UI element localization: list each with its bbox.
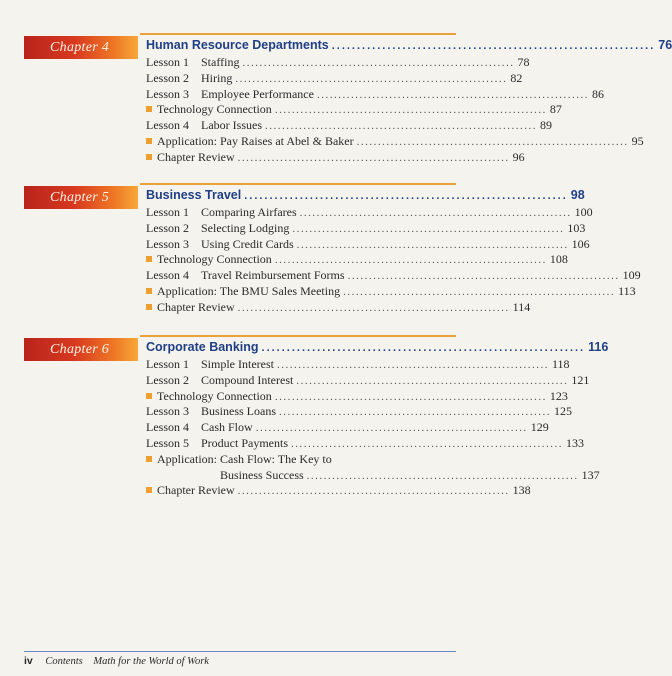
page-number: 87 [549,102,562,117]
footer-book-title: Math for the World of Work [93,656,209,667]
page-number: 78 [517,55,530,69]
leader-dots: ................................................................ [356,135,629,148]
page-number: 121 [571,372,590,387]
page-number: 95 [631,133,644,148]
page-number: 123 [549,388,568,403]
lesson-number: Lesson 1 [146,55,189,69]
toc-entry-lesson[interactable] [146,236,590,253]
toc-entry-feature[interactable] [146,252,568,268]
lesson-number: Lesson 1 [146,357,189,371]
feature-title: Application: Pay Raises at Abel & Baker [157,133,354,148]
toc-entry-lesson[interactable] [146,357,570,373]
bullet-square-icon [146,106,152,112]
lesson-title: Product Payments [201,435,288,450]
toc-entry-lesson[interactable] [146,205,593,221]
toc-entry-feature[interactable] [146,483,531,499]
leader-dots: ................................................................ [264,120,537,133]
leader-dots: ................................................................ [279,406,551,419]
toc-entry-lesson[interactable] [146,420,549,436]
toc-entry-lesson[interactable] [146,220,586,237]
feature-title: Application: Cash Flow: The Key to [157,451,332,466]
chapter-title-row[interactable] [146,186,585,205]
page-number: 103 [567,220,586,235]
toc-entry-continuation[interactable] [146,467,600,484]
toc-entry-feature[interactable] [146,299,531,316]
lesson-title: Compound Interest [201,372,294,387]
page-number: 96 [512,149,525,164]
chapter-entries [146,186,641,316]
lesson-title: Comparing Airfares [201,205,297,219]
page-number: 116 [588,340,609,354]
page-number: 137 [581,467,600,482]
bullet-square-icon [146,256,152,262]
leader-dots: ................................................................ [347,270,620,283]
feature-title: Application: The BMU Sales Meeting [157,283,341,298]
lesson-number: Lesson 1 [146,205,189,219]
leader-dots: ................................................................ [306,469,579,482]
leader-dots: ................................................................ [299,207,572,219]
page-number: 100 [574,205,593,219]
chapter-title: Human Resource Departments [146,38,329,52]
toc-entry-lesson[interactable] [146,435,584,452]
leader-dots: ................................................................ [261,342,586,354]
lesson-title: Business Loans [201,404,276,419]
toc-entry-lesson[interactable] [146,268,641,284]
chapter-rule [140,33,456,35]
chapter-rule [140,183,456,185]
lesson-title: Using Credit Cards [201,236,294,251]
page-number: 133 [566,435,584,450]
toc-entry-lesson[interactable] [146,55,530,71]
page-number: 114 [512,299,531,314]
lesson-number: Lesson 4 [146,118,189,133]
leader-dots: ................................................................ [316,88,589,101]
lesson-number: Lesson 3 [146,236,189,251]
toc-entry-feature[interactable] [146,452,456,468]
lesson-title: Employee Performance [201,86,314,101]
bullet-square-icon [146,138,152,144]
bullet-square-icon [146,393,152,399]
lesson-number: Lesson 2 [146,372,189,387]
toc-entry-feature[interactable] [146,133,644,150]
chapter-entries [146,338,609,499]
lesson-title: Hiring [201,70,233,85]
leader-dots: ................................................................ [343,285,616,298]
lesson-title: Simple Interest [201,357,274,371]
toc-entry-lesson[interactable] [146,372,590,389]
lesson-number: Lesson 4 [146,420,189,435]
footer-page-number: iv [24,655,33,667]
page-footer [24,655,217,667]
lesson-title: Cash Flow [201,420,253,435]
leader-dots: ................................................................ [237,485,510,498]
leader-dots: ................................................................ [242,57,515,69]
feature-title: Chapter Review [157,299,235,314]
leader-dots: ................................................................ [296,238,569,251]
page-number: 138 [512,483,531,498]
toc-entry-lesson[interactable] [146,118,552,134]
leader-dots: ................................................................ [331,40,656,52]
toc-entry-lesson[interactable] [146,404,572,420]
bullet-square-icon [146,288,152,294]
leader-dots: ................................................................ [292,222,565,235]
page-number: 129 [530,420,549,435]
toc-entry-feature[interactable] [146,149,525,166]
lesson-title: Travel Reimbursement Forms [201,268,345,283]
chapter-title-row[interactable] [146,338,609,357]
bullet-square-icon [146,456,152,462]
toc-entry-feature[interactable] [146,283,636,300]
lesson-number: Lesson 3 [146,86,189,101]
toc-entry-feature[interactable] [146,102,562,118]
page-number: 89 [539,118,552,133]
lesson-title: Labor Issues [201,118,262,133]
leader-dots: ................................................................ [237,151,510,164]
lesson-number: Lesson 4 [146,268,189,283]
page-number: 108 [549,252,568,267]
chapter-tab: Chapter 5 [24,186,138,209]
leader-dots: ................................................................ [244,190,568,202]
feature-title: Chapter Review [157,149,235,164]
page-number: 106 [571,236,590,251]
page-number: 125 [554,404,572,419]
lesson-number: Lesson 2 [146,220,189,235]
feature-title: Technology Connection [157,388,272,403]
chapter-tab: Chapter 4 [24,36,138,59]
leader-dots: ................................................................ [255,422,528,435]
toc-entry-feature[interactable] [146,388,568,405]
bullet-square-icon [146,304,152,310]
footer-rule [24,651,456,652]
page-number: 82 [510,70,523,85]
feature-title: Technology Connection [157,102,272,117]
page-number: 76 [658,38,672,52]
lesson-number: Lesson 2 [146,70,189,85]
chapter-title-row[interactable] [146,36,672,55]
leader-dots: ................................................................ [296,374,569,387]
feature-title: Technology Connection [157,252,272,267]
footer-section: Contents [45,656,83,667]
page-number: 98 [570,188,585,202]
toc-entry-lesson[interactable] [146,70,523,87]
leader-dots: ................................................................ [274,254,547,267]
chapter-title: Business Travel [146,188,242,202]
chapter-entries [146,36,672,166]
leader-dots: ................................................................ [274,390,547,403]
leader-dots: ................................................................ [235,72,508,85]
toc-entry-lesson[interactable] [146,86,604,103]
leader-dots: ................................................................ [274,104,547,117]
chapter-tab: Chapter 6 [24,338,138,361]
chapter-rule [140,335,456,337]
lesson-title: Selecting Lodging [201,220,290,235]
bullet-square-icon [146,487,152,493]
bullet-square-icon [146,154,152,160]
page-number: 118 [551,357,570,371]
lesson-number: Lesson 5 [146,435,189,450]
page-number: 113 [618,283,636,298]
leader-dots: ................................................................ [291,437,563,450]
page-number: 86 [591,86,604,101]
chapter-title: Corporate Banking [146,340,259,354]
lesson-title: Staffing [201,55,240,69]
leader-dots: ................................................................ [276,359,549,371]
page-number: 109 [622,268,641,283]
feature-title: Chapter Review [157,483,235,498]
leader-dots: ................................................................ [237,301,510,314]
lesson-number: Lesson 3 [146,404,189,419]
feature-title-continued: Business Success [220,467,304,482]
